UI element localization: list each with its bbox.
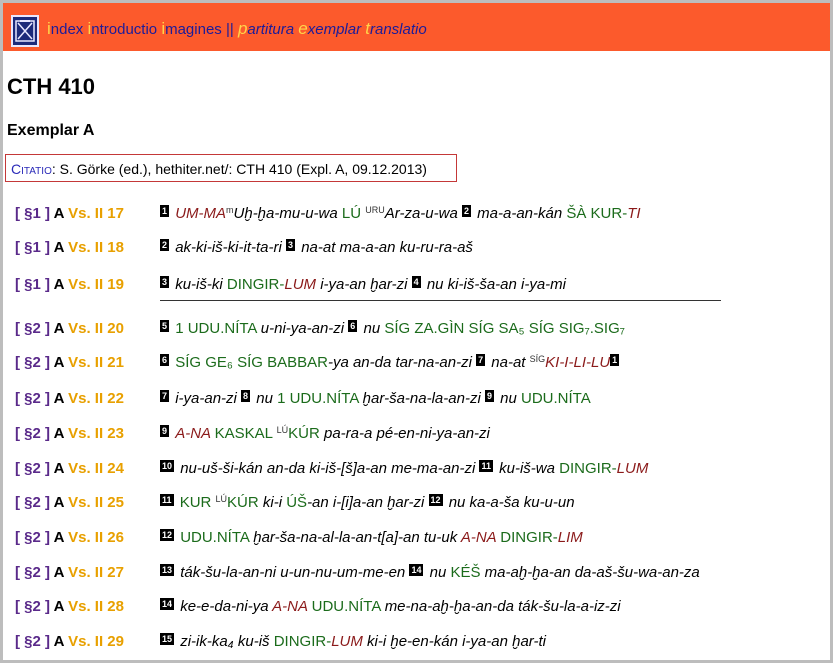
nav-imagines-link[interactable]: imagines	[161, 19, 222, 38]
top-nav-bar	[3, 3, 830, 51]
section-link[interactable]: [ §1 ]	[15, 276, 51, 293]
section-link[interactable]: [ §2 ]	[15, 354, 51, 371]
hittite-word: ḫar-ša-na-al-la-an-t[a]-an tu-uk	[253, 529, 461, 546]
hittite-word: nu ki-iš-ša-an i-ya-mi	[426, 276, 567, 293]
clause-number-badge: 11	[481, 461, 491, 471]
clause-number-badge: 12	[430, 495, 441, 505]
akkadogram: TI	[627, 205, 641, 222]
clause-number-badge: 11	[162, 495, 172, 505]
section-link[interactable]: [ §2 ]	[15, 633, 51, 650]
determinative: SÍG	[529, 354, 546, 364]
line-number-link[interactable]: Vs. II 20	[68, 320, 124, 337]
paragraph-divider	[160, 300, 721, 301]
line-number-link[interactable]: Vs. II 26	[68, 529, 124, 546]
section-link[interactable]: [ §2 ]	[15, 460, 51, 477]
text-line-row	[0, 425, 830, 449]
clause-number-badge: 2	[463, 206, 469, 216]
line-reference	[15, 354, 124, 371]
text-line-row	[0, 598, 830, 622]
determinative: URU	[365, 205, 385, 215]
line-number-link[interactable]: Vs. II 24	[68, 460, 124, 477]
clause-number-badge: 5	[162, 321, 168, 331]
nav-translatio-link[interactable]: translatio	[365, 19, 427, 38]
line-reference	[15, 239, 124, 256]
sumerogram: KÉŠ	[450, 564, 485, 581]
hittite-word: u-ni-ya-an-zi	[260, 320, 349, 337]
determinative: m	[226, 205, 234, 215]
hittite-word: ták-šu-la-an-ni u-un-nu-um-me-en	[180, 564, 410, 581]
nav-links	[47, 19, 427, 39]
sumerogram: UDU.NÍTA	[521, 390, 591, 407]
clause-number-badge: 15	[162, 634, 173, 644]
transliteration-text	[160, 276, 566, 293]
sumerogram: LÚ	[341, 205, 366, 222]
line-number-link[interactable]: Vs. II 23	[68, 425, 124, 442]
clause-number-badge: 1	[162, 206, 168, 216]
nav-separator: ||	[225, 21, 234, 38]
akkadogram: A-NA	[272, 598, 312, 615]
sumerogram: KÚR	[227, 494, 263, 511]
exemplar-label: A	[53, 529, 64, 546]
hittite-word: ak-ki-iš-ki-it-ta-ri	[175, 239, 287, 256]
sumerogram: DINGIR-	[500, 529, 558, 546]
transliteration-text	[160, 529, 583, 546]
hittite-word: nu	[500, 390, 521, 407]
clause-number-badge: 10	[162, 461, 173, 471]
text-line-row	[0, 460, 830, 484]
clause-number-badge: 6	[350, 321, 356, 331]
akkadogram: LIM	[557, 529, 583, 546]
hittite-word: pa-ra-a pé-en-ni-ya-an-zi	[323, 425, 490, 442]
clause-number-badge: 12	[162, 530, 173, 540]
clause-number-badge: 6	[162, 355, 168, 365]
hittite-word: nu ka-a-ša ku-u-un	[448, 494, 575, 511]
text-line-row	[0, 494, 830, 518]
transliteration-text	[160, 354, 621, 371]
line-reference	[15, 390, 124, 407]
hittite-word: me-na-aḫ-ḫa-an-da ták-šu-la-a-iz-zi	[384, 598, 621, 615]
akkadogram: LUM	[616, 460, 649, 477]
hittite-word: ki-i ḫe-en-kán i-ya-an ḫar-ti	[362, 633, 547, 650]
hittite-word: -ya an-da tar-na-an-zi	[327, 354, 477, 371]
exemplar-label: A	[53, 598, 64, 615]
sumerogram: SÍG ZA.GÌN SÍG SA₅ SÍG SIG₇.SIG₇	[384, 320, 625, 337]
clause-number-badge: 9	[162, 426, 168, 436]
exemplar-heading: Exemplar A	[7, 122, 95, 139]
line-number-link[interactable]: Vs. II 29	[68, 633, 124, 650]
exemplar-label: A	[53, 239, 64, 256]
clause-number-badge: 7	[478, 355, 484, 365]
citation-text: : S. Görke (ed.), hethiter.net/: CTH 410 (Expl. A, 09.12.2013)	[51, 161, 427, 177]
citation-label: Citatio	[11, 161, 52, 177]
line-number-link[interactable]: Vs. II 17	[68, 205, 124, 222]
exemplar-label: A	[53, 276, 64, 293]
hittite-word: nu-uš-ši-kán an-da ki-iš-[š]a-an me-ma-an-zi	[180, 460, 480, 477]
sumerogram: DINGIR-	[559, 460, 617, 477]
sumerogram: UDU.NÍTA	[311, 598, 385, 615]
hittite-word: nu	[363, 320, 385, 337]
nav-exemplar-link[interactable]: exemplar	[298, 19, 362, 38]
sumerogram: 1 UDU.NÍTA	[175, 320, 261, 337]
hittite-word: ki-i	[262, 494, 287, 511]
line-number-link[interactable]: Vs. II 19	[68, 276, 124, 293]
exemplar-label: A	[53, 494, 64, 511]
transliteration-text	[160, 390, 591, 407]
transliteration-text	[160, 598, 621, 615]
hittite-word: ku-iš-ki	[175, 276, 227, 293]
sumerogram: DINGIR-	[226, 276, 285, 293]
clause-number-badge: 3	[162, 277, 168, 287]
hittite-word: i-ya-an-zi	[175, 390, 242, 407]
section-link[interactable]: [ §2 ]	[15, 390, 51, 407]
clause-number-badge: 2	[162, 240, 168, 250]
section-link[interactable]: [ §2 ]	[15, 494, 51, 511]
clause-number-badge: 1	[612, 355, 618, 365]
exemplar-label: A	[53, 425, 64, 442]
line-reference	[15, 494, 124, 511]
hittite-word: nu	[256, 390, 278, 407]
section-link[interactable]: [ §2 ]	[15, 564, 51, 581]
transliteration-text	[160, 564, 700, 581]
exemplar-label: A	[53, 354, 64, 371]
section-link[interactable]: [ §1 ]	[15, 239, 51, 256]
clause-number-badge: 9	[486, 391, 492, 401]
exemplar-label: A	[53, 460, 64, 477]
page-title: CTH 410	[7, 74, 96, 99]
text-line-row	[0, 529, 830, 553]
section-link[interactable]: [ §1 ]	[15, 205, 51, 222]
hittite-word: Ar-za-u-wa	[384, 205, 462, 222]
text-line-row	[0, 354, 830, 378]
hittite-word: na-at	[491, 354, 530, 371]
line-reference	[15, 320, 124, 337]
determinative: LÚ	[215, 494, 228, 504]
exemplar-label: A	[53, 564, 64, 581]
line-number-link[interactable]: Vs. II 18	[68, 239, 124, 256]
hittite-word: i-ya-an ḫar-zi	[316, 276, 412, 293]
clause-number-badge: 3	[288, 240, 294, 250]
text-line-row	[0, 239, 830, 263]
exemplar-label: A	[53, 390, 64, 407]
line-number-link[interactable]: Vs. II 27	[68, 564, 124, 581]
sumerogram: KÚR	[288, 425, 324, 442]
sumerogram: KASKAL	[214, 425, 277, 442]
hittite-word: ma-a-an-kán	[477, 205, 567, 222]
line-reference	[15, 529, 124, 546]
hpm-logo-icon[interactable]	[11, 15, 39, 47]
nav-index-link[interactable]: index	[47, 19, 84, 38]
transliteration-text	[160, 425, 490, 442]
sumerogram: ŠÀ KUR-	[566, 205, 628, 222]
transliteration-text	[160, 239, 473, 256]
sumerogram: SÍG GE₆ SÍG BABBAR	[175, 354, 328, 371]
nav-introductio-link[interactable]: introductio	[87, 19, 158, 38]
transliteration-text	[160, 460, 648, 477]
transliteration-text	[160, 494, 575, 511]
text-line-row	[0, 633, 830, 657]
hittite-word: Uḫ-ḫa-mu-u-wa	[233, 205, 342, 222]
akkadogram: LUM	[331, 633, 363, 650]
hittite-word: zi-ik-ka₄ ku-iš	[180, 633, 274, 650]
nav-partitura-link[interactable]: partitura	[237, 19, 295, 38]
determinative: LÚ	[276, 425, 289, 435]
transliteration-text	[160, 633, 546, 650]
clause-number-badge: 8	[243, 391, 249, 401]
clause-number-badge: 14	[411, 565, 422, 575]
sumerogram: UDU.NÍTA	[180, 529, 254, 546]
section-link[interactable]: [ §2 ]	[15, 529, 51, 546]
akkadogram: KI-I-LI-LU	[545, 354, 611, 371]
line-reference	[15, 460, 124, 477]
text-line-row	[0, 564, 830, 588]
clause-number-badge: 4	[413, 277, 419, 287]
line-reference	[15, 564, 124, 581]
clause-number-badge: 14	[162, 599, 173, 609]
line-reference	[15, 205, 124, 222]
sumerogram: ÚŠ	[286, 494, 308, 511]
line-reference	[15, 633, 124, 650]
hittite-word: ḫar-ša-na-la-an-zi	[362, 390, 485, 407]
clause-number-badge: 7	[162, 391, 168, 401]
sumerogram: DINGIR-	[273, 633, 332, 650]
text-line-row	[0, 320, 830, 344]
sumerogram: 1 UDU.NÍTA	[277, 390, 363, 407]
line-number-link[interactable]: Vs. II 28	[68, 598, 124, 615]
line-reference	[15, 598, 124, 615]
line-number-link[interactable]: Vs. II 25	[68, 494, 124, 511]
line-reference	[15, 425, 124, 442]
section-link[interactable]: [ §2 ]	[15, 598, 51, 615]
exemplar-label: A	[53, 205, 64, 222]
hittite-word: na-at ma-a-an ku-ru-ra-aš	[301, 239, 473, 256]
line-number-link[interactable]: Vs. II 22	[68, 390, 124, 407]
hittite-word: -an i-[i]a-an ḫar-zi	[307, 494, 429, 511]
akkadogram: UM-MA	[175, 205, 227, 222]
line-reference	[15, 276, 124, 293]
text-line-row	[0, 205, 830, 229]
section-link[interactable]: [ §2 ]	[15, 425, 51, 442]
transliteration-text	[160, 320, 625, 337]
clause-number-badge: 13	[162, 565, 173, 575]
akkadogram: A-NA	[460, 529, 501, 546]
sumerogram: KUR	[179, 494, 216, 511]
hittite-word: ma-aḫ-ḫa-an da-aš-šu-wa-an-za	[484, 564, 700, 581]
akkadogram: LUM	[284, 276, 317, 293]
hittite-word: ku-iš-wa	[499, 460, 560, 477]
text-line-row	[0, 390, 830, 414]
akkadogram: A-NA	[175, 425, 215, 442]
hittite-word: ke-e-da-ni-ya	[180, 598, 273, 615]
hittite-word: nu	[429, 564, 451, 581]
citation-box	[5, 154, 457, 182]
line-number-link[interactable]: Vs. II 21	[68, 354, 124, 371]
transliteration-text	[160, 205, 641, 222]
section-link[interactable]: [ §2 ]	[15, 320, 51, 337]
exemplar-label: A	[53, 320, 64, 337]
text-line-row	[0, 276, 830, 300]
exemplar-label: A	[53, 633, 64, 650]
